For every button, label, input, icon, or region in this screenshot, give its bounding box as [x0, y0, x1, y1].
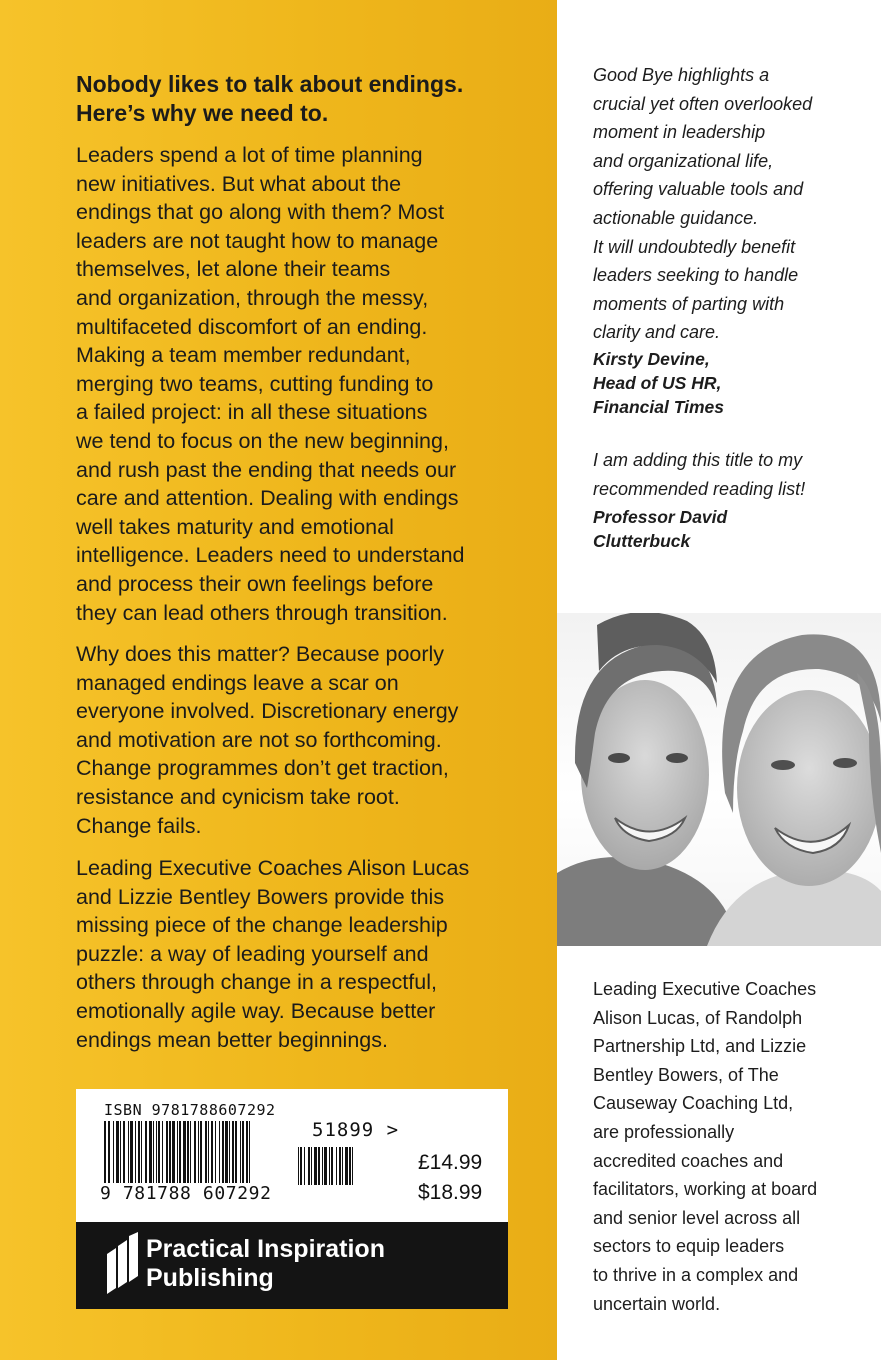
text-line: multifaceted discomfort of an ending.: [76, 314, 428, 339]
text-line: and rush past the ending that needs our: [76, 457, 457, 482]
text-line: moment in leadership: [593, 122, 766, 143]
text-line: Head of US HR,: [593, 373, 722, 393]
text-line: Alison Lucas, of Randolph: [593, 1007, 803, 1028]
text-line: others through change in a respectful,: [76, 970, 437, 995]
text-line: Leaders spend a lot of time planning: [76, 143, 423, 167]
text-line: Bentley Bowers, of The: [593, 1064, 779, 1085]
text-line: Professor David: [593, 507, 728, 527]
text-line: Clutterbuck: [593, 531, 691, 551]
text-line: Change programmes don’t get traction,: [76, 756, 449, 781]
endorsement-attribution: [593, 347, 863, 419]
ean-digits: 9 781788 607292: [100, 1183, 272, 1204]
text-line: and motivation are not so forthcoming.: [76, 727, 442, 752]
text-line: well takes maturity and emotional: [76, 514, 394, 539]
text-line: and senior level across all: [593, 1207, 801, 1228]
text-line: accredited coaches and: [593, 1150, 784, 1171]
text-line: Why does this matter? Because poorly: [76, 642, 445, 666]
text-line: intelligence. Leaders need to understand: [76, 543, 465, 568]
text-line: managed endings leave a scar on: [76, 670, 399, 695]
publisher-name: [146, 1235, 385, 1293]
price-usd: $18.99: [418, 1181, 483, 1204]
text-line: uncertain world.: [593, 1293, 721, 1314]
text-line: sectors to equip leaders: [593, 1236, 785, 1257]
publisher-bar: [76, 1222, 508, 1309]
text-line: Financial Times: [593, 397, 724, 417]
text-line: actionable guidance.: [593, 207, 759, 228]
text-line: facilitators, working at board: [593, 1179, 818, 1200]
text-line: are professionally: [593, 1121, 735, 1142]
text-line: leaders seeking to handle: [593, 265, 799, 286]
text-line: care and attention. Dealing with endings: [76, 486, 459, 511]
text-line: moments of parting with: [593, 293, 785, 314]
endorsement-quote: [593, 61, 863, 347]
text-line: and Lizzie Bentley Bowers provide this: [76, 884, 445, 909]
authors-photo: [557, 613, 881, 946]
text-line: endings mean better beginnings.: [76, 1027, 388, 1052]
text-line: emotionally agile way. Because better: [76, 998, 436, 1023]
text-line: offering valuable tools and: [593, 179, 804, 200]
text-line: Kirsty Devine,: [593, 349, 710, 369]
text-line: recommended reading list!: [593, 478, 806, 499]
text-line: crucial yet often overlooked: [593, 93, 813, 114]
text-line: and organization, through the messy,: [76, 285, 429, 310]
text-line: and organizational life,: [593, 150, 774, 171]
text-line: It will undoubtedly benefit: [593, 236, 796, 257]
text-line: Change fails.: [76, 813, 202, 838]
text-line: leaders are not taught how to manage: [76, 228, 439, 253]
text-line: endings that go along with them? Most: [76, 200, 445, 225]
headline: [76, 70, 546, 128]
text-line: themselves, let alone their teams: [76, 257, 391, 282]
text-line: a failed project: in all these situations: [76, 400, 428, 425]
text-line: I am adding this title to my: [593, 450, 803, 470]
text-line: Leading Executive Coaches Alison Lucas: [76, 856, 470, 880]
text-line: new initiatives. But what about the: [76, 171, 402, 196]
text-line: missing piece of the change leadership: [76, 913, 448, 938]
text-line: Making a team member redundant,: [76, 343, 411, 368]
endorsement-quote: [593, 446, 863, 503]
price-addon-bars: [298, 1147, 398, 1185]
text-line: everyone involved. Discretionary energy: [76, 699, 459, 724]
text-line: resistance and cynicism take root.: [76, 784, 400, 809]
headline-line: Nobody likes to talk about endings.: [76, 71, 464, 97]
barcode-box: [76, 1089, 508, 1222]
headline-line: Here’s why we need to.: [76, 100, 329, 126]
blurb-paragraph: [76, 640, 526, 840]
publisher-name-line: Practical Inspiration: [146, 1235, 385, 1263]
text-line: we tend to focus on the new beginning,: [76, 428, 449, 453]
author-bio: [593, 975, 863, 1318]
blurb-paragraph: [76, 854, 526, 1054]
blurb-paragraph: [76, 141, 526, 627]
text-line: puzzle: a way of leading yourself and: [76, 941, 429, 966]
text-line: clarity and care.: [593, 322, 721, 343]
price-gbp: £14.99: [418, 1151, 483, 1174]
text-line: to thrive in a complex and: [593, 1264, 799, 1285]
text-line: merging two teams, cutting funding to: [76, 371, 434, 396]
text-line: and process their own feelings before: [76, 571, 434, 596]
text-line: they can lead others through transition.: [76, 600, 448, 625]
text-line: Leading Executive Coaches: [593, 979, 817, 999]
text-line: Partnership Ltd, and Lizzie: [593, 1036, 807, 1057]
isbn-label: ISBN 9781788607292: [104, 1101, 276, 1119]
text-line: Good Bye highlights a: [593, 65, 770, 85]
text-line: Causeway Coaching Ltd,: [593, 1093, 794, 1114]
publisher-logo-icon: [104, 1232, 140, 1302]
endorsement-attribution: [593, 505, 863, 553]
publisher-name-line: Publishing: [146, 1264, 274, 1292]
price-addon-digits: 51899 >: [312, 1119, 400, 1141]
